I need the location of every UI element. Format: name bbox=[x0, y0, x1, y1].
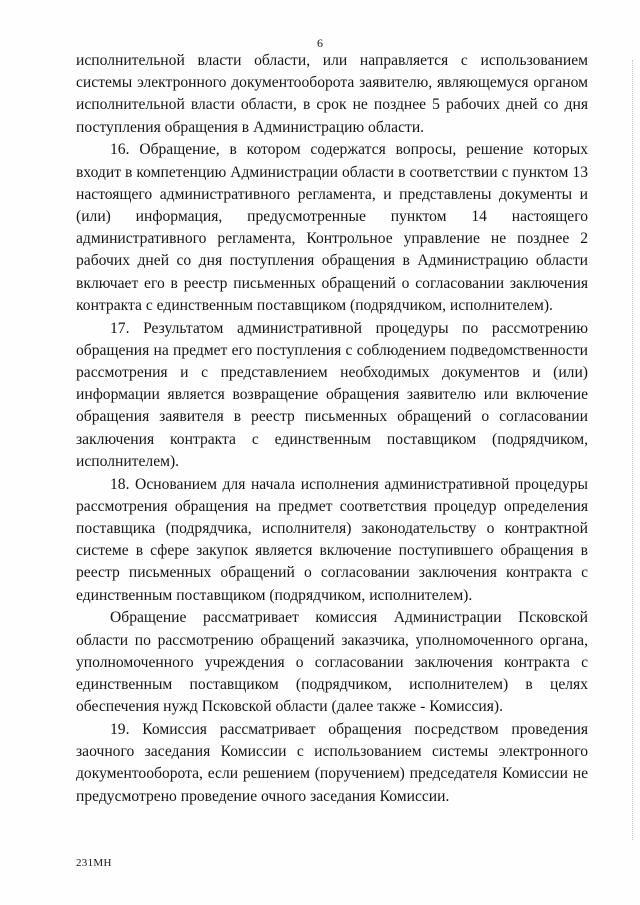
document-code: 231МН bbox=[76, 857, 112, 869]
paragraph-continuation: исполнительной власти области, или направляется с использованием системы электронного документооборота заявителю, являющемуся органом исполнительной власти области, в срок не позднее 5 рабочих дней со дня поступления обращения в Администрацию области. bbox=[76, 52, 588, 136]
paragraph-commission: Обращение рассматривает комиссия Администрации Псковской области по рассмотрению обращений заказчика, уполномоченного органа, уполномоченного учреждения о согласовании заключения контракта с единственным поставщиком (подрядчиком, исполнителем) в целях обеспечения нужд Псковской области (далее также - Комиссия). bbox=[76, 609, 588, 716]
paragraph-16: 16. Обращение, в котором содержатся вопросы, решение которых входит в компетенцию Администрации области в соответствии с пунктом 13 настоящего административного регламента, и представлены документы и (или) информация, предусмотренные пунктом 14 настоящего административного регламента, Контрольное управление не позднее 2 рабочих дней со дня поступления обращения в Администрацию области включает его в реестр письменных обращений о согласовании заключения контракта с единственным поставщиком (подрядчиком, исполнителем). bbox=[76, 141, 588, 314]
paragraph-17: 17. Результатом административной процедуры по рассмотрению обращения на предмет его поступления с соблюдением подведомственности рассмотрения и с представлением необходимых документов и (или) информации является возвращение обращения заявителю или включение обращения заявителя в реестр письменных обращений о согласовании заключения контракта с единственным поставщиком (подрядчиком, исполнителем). bbox=[76, 319, 588, 470]
page-number: 6 bbox=[317, 36, 323, 50]
scan-margin-edge bbox=[632, 60, 636, 840]
paragraph-19: 19. Комиссия рассматривает обращения посредством проведения заочного заседания Комиссии с использованием системы электронного документооборота, если решением (поручением) председателя Комиссии не предусмотрено проведение очного заседания Комиссии. bbox=[76, 721, 588, 805]
paragraph-18: 18. Основанием для начала исполнения административной процедуры рассмотрения обращения на предмет соответствия процедур определения поставщика (подрядчика, исполнителя) законодательству о контрактной системе в сфере закупок является включение поступившего обращения в реестр письменных обращений о согласовании заключения контракта с единственным поставщиком (подрядчиком, исполнителем). bbox=[76, 475, 588, 604]
document-body bbox=[76, 50, 588, 808]
